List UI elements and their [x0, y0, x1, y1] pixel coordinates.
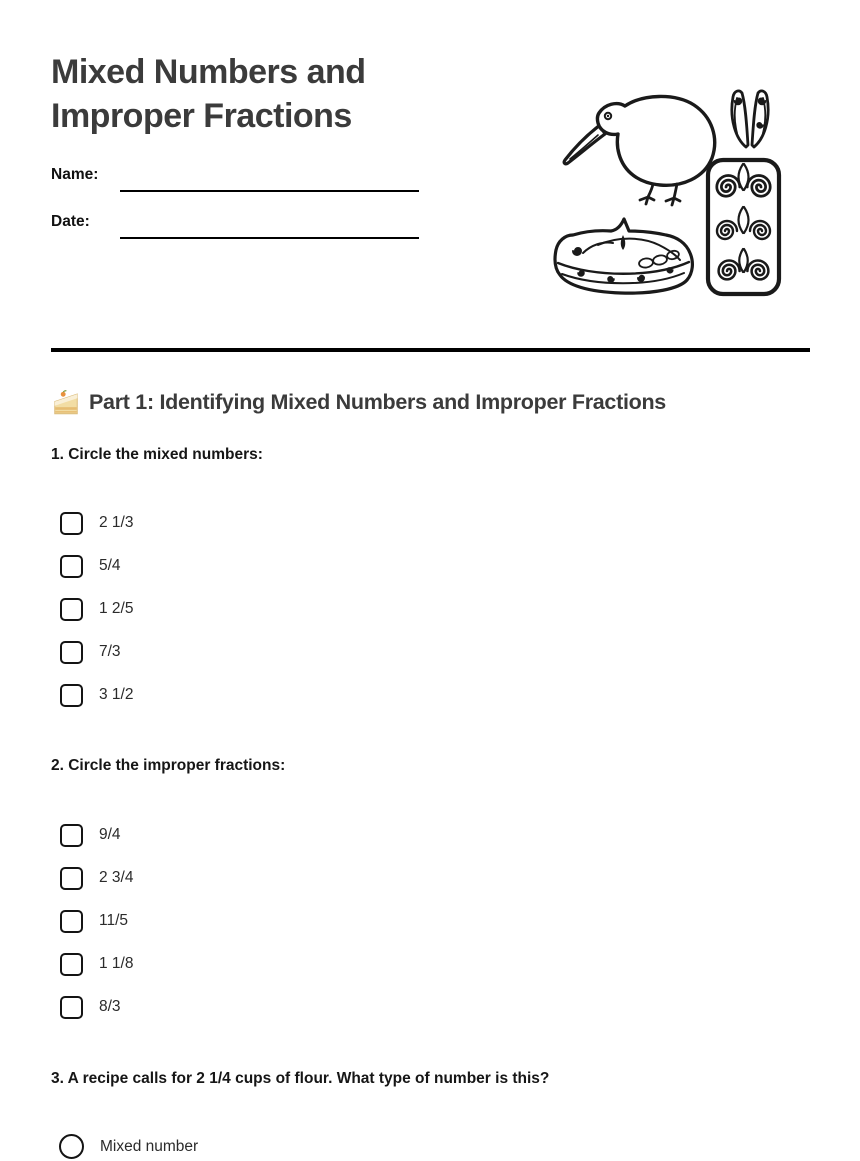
q1-option-row-5[interactable] [60, 683, 133, 707]
name-label: Name: [51, 166, 99, 183]
page-title-line1: Mixed Numbers and [51, 53, 366, 91]
option-label: 3 1/2 [99, 686, 134, 703]
q1-option-row-3[interactable] [60, 597, 133, 621]
q3-option-row-1[interactable] [59, 1133, 198, 1160]
option-label: 11/5 [99, 912, 129, 929]
checkbox[interactable] [60, 953, 83, 976]
option-label: 5/4 [99, 557, 121, 574]
checkbox[interactable] [60, 996, 83, 1019]
question-3-text: 3. A recipe calls for 2 1/4 cups of flour. What type of number is this? [51, 1070, 550, 1087]
koru-plume-icon [732, 91, 768, 147]
option-label: 8/3 [99, 998, 121, 1015]
section-divider [51, 348, 810, 352]
question-1-text: 1. Circle the mixed numbers: [51, 446, 263, 463]
q2-option-row-2[interactable] [60, 866, 133, 890]
checkbox[interactable] [60, 910, 83, 933]
checkbox[interactable] [60, 684, 83, 707]
question-2-text: 2. Circle the improper fractions: [51, 757, 286, 774]
checkbox[interactable] [60, 555, 83, 578]
checkbox[interactable] [60, 867, 83, 890]
q2-option-row-1[interactable] [60, 823, 121, 847]
q1-option-row-1[interactable] [60, 511, 133, 535]
q2-option-row-3[interactable] [60, 909, 128, 933]
q2-option-row-5[interactable] [60, 995, 121, 1019]
q2-option-row-4[interactable] [60, 952, 133, 976]
option-label: 2 3/4 [99, 869, 134, 886]
kiwi-bird-and-maori-koru-carvings-illustration [553, 83, 813, 298]
maori-carved-panel-icon [708, 160, 779, 294]
q1-option-row-4[interactable] [60, 640, 121, 664]
date-input-line[interactable] [120, 213, 419, 239]
part1-heading [51, 389, 666, 416]
name-input-line[interactable] [120, 166, 419, 192]
option-label: 1 2/5 [99, 600, 134, 617]
part1-heading-text: Part 1: Identifying Mixed Numbers and Improper Fractions [89, 390, 666, 414]
option-label: 1 1/8 [99, 955, 134, 972]
checkbox[interactable] [60, 641, 83, 664]
kiwi-bird-icon [564, 96, 714, 205]
q1-option-row-2[interactable] [60, 554, 121, 578]
checkbox[interactable] [60, 598, 83, 621]
option-label: 9/4 [99, 826, 121, 843]
option-label: 2 1/3 [99, 514, 134, 531]
checkbox[interactable] [60, 824, 83, 847]
page-title [51, 50, 511, 138]
radio-button[interactable] [59, 1134, 84, 1159]
checkbox[interactable] [60, 512, 83, 535]
cake-slice-icon [51, 389, 81, 416]
date-label: Date: [51, 213, 90, 230]
option-label: Mixed number [100, 1137, 199, 1155]
page-title-line2: Improper Fractions [51, 97, 352, 135]
option-label: 7/3 [99, 643, 121, 660]
pavlova-icon [555, 219, 692, 293]
